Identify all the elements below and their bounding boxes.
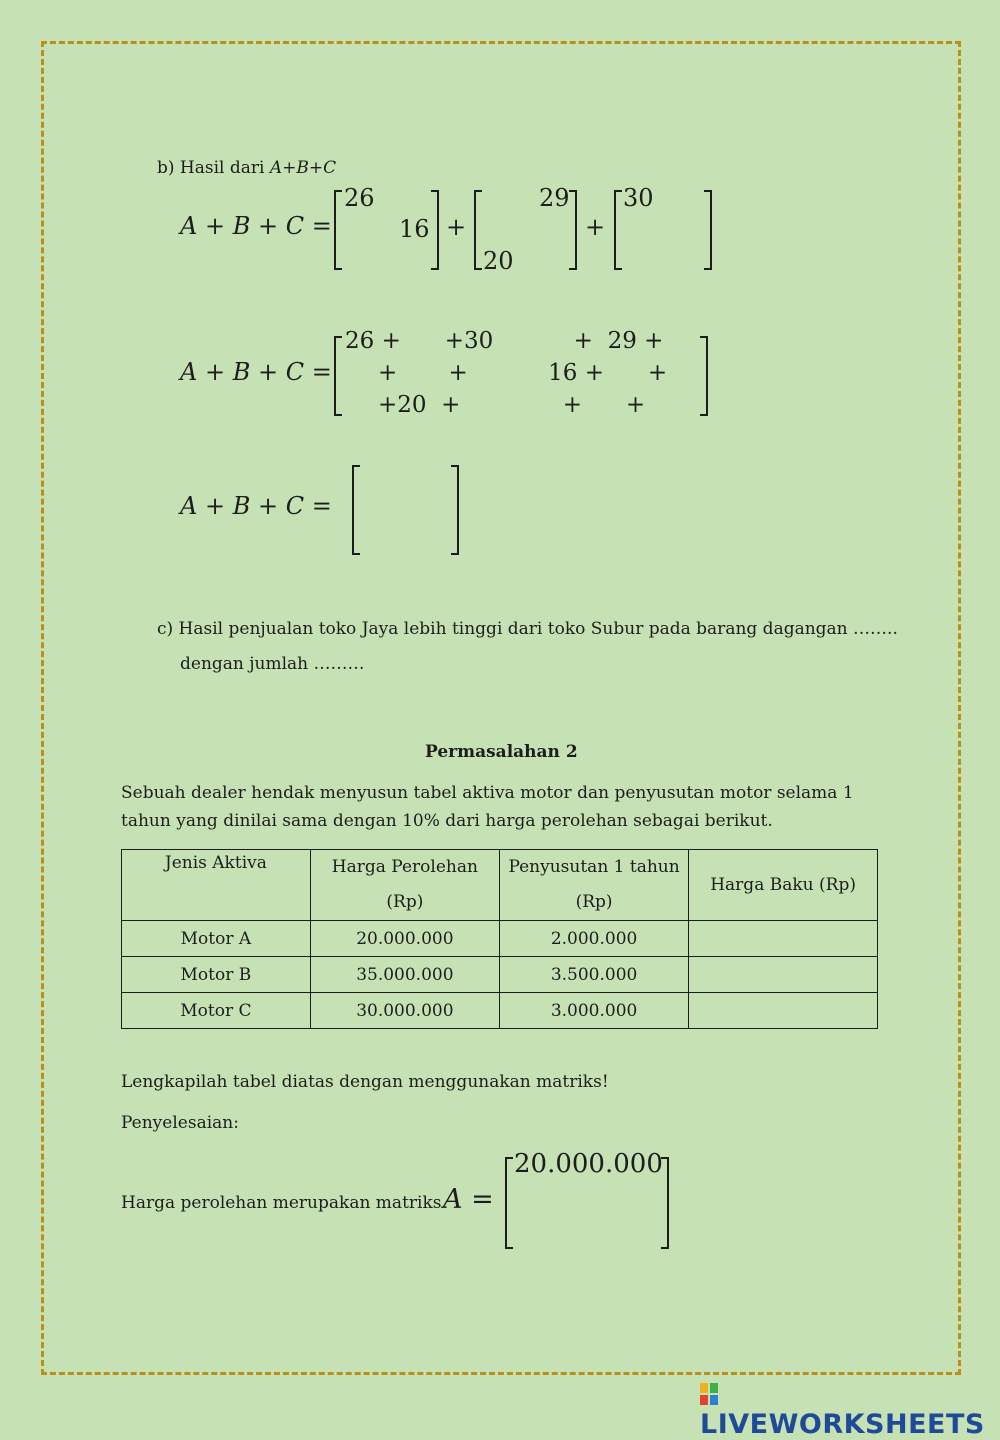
cell-harga-baku-input[interactable] [689, 957, 878, 993]
matrix-a-lhs: A = [443, 1184, 494, 1215]
matrix-a-right-bracket [661, 1157, 669, 1249]
problem2-intro-line1: Sebuah dealer hendak menyusun tabel aktiva motor dan penyusutan motor selama 1 [121, 783, 854, 803]
problem2-intro-line2: tahun yang dinilai sama dengan 10% dari harga perolehan sebagai berikut. [121, 811, 773, 831]
matrix2-right-bracket [569, 190, 577, 270]
instruction-text: Lengkapilah tabel diatas dengan menggunakan matriks! [121, 1072, 609, 1092]
matrix2-left-bracket [474, 190, 482, 270]
cell-harga: 30.000.000 [310, 993, 499, 1029]
sum-matrix-row3: +20 + + + [378, 392, 646, 418]
liveworksheets-logo [700, 1378, 1000, 1440]
part-b-expr: A+B+C [269, 158, 337, 178]
cell-penyusutan: 3.500.000 [499, 957, 688, 993]
table-row [122, 921, 878, 957]
header-jenis-aktiva: Jenis Aktiva [122, 850, 311, 921]
matrix-a-first-entry: 20.000.000 [514, 1149, 663, 1179]
matrix1-entry-b: 16 [399, 215, 430, 243]
matrix1-left-bracket [334, 190, 342, 270]
table-row [122, 957, 878, 993]
matrix2-entry-a: 29 [539, 184, 570, 212]
matrix2-entry-b: 20 [483, 247, 514, 275]
cell-harga: 20.000.000 [310, 921, 499, 957]
matrix1-right-bracket [431, 190, 439, 270]
part-c-line1: c) Hasil penjualan toko Jaya lebih tinggi dari toko Subur pada barang dagangan …….. [157, 619, 898, 639]
sum-matrix-row1: 26 + +30 + 29 + [345, 328, 664, 354]
part-b-text: b) Hasil dari [157, 158, 270, 178]
part-c-line2: dengan jumlah ……… [180, 654, 365, 674]
table-header-row [122, 850, 878, 921]
matrix-intro-text: Harga perolehan merupakan matriks [121, 1193, 442, 1213]
part-b-label [157, 158, 336, 178]
header-harga-baku: Harga Baku (Rp) [689, 850, 878, 921]
plus-2: + [585, 213, 606, 241]
header-harga-perolehan: Harga Perolehan (Rp) [310, 850, 499, 921]
equation2-lhs: A + B + C = [180, 358, 332, 386]
header-penyusutan: Penyusutan 1 tahun (Rp) [499, 850, 688, 921]
liveworksheets-mark-icon [700, 1383, 718, 1405]
solution-label: Penyelesaian: [121, 1113, 239, 1133]
page-border [41, 41, 961, 1375]
plus-1: + [446, 213, 467, 241]
aktiva-table [121, 849, 878, 1029]
cell-jenis: Motor B [122, 957, 311, 993]
equation3-lhs: A + B + C = [180, 492, 332, 520]
cell-harga: 35.000.000 [310, 957, 499, 993]
cell-harga-baku-input[interactable] [689, 921, 878, 957]
matrix3-left-bracket [614, 190, 622, 270]
equation1-lhs: A + B + C = [180, 212, 332, 240]
sum-matrix-left-bracket [334, 336, 342, 416]
cell-jenis: Motor A [122, 921, 311, 957]
matrix3-entry-a: 30 [623, 184, 654, 212]
matrix1-entry-a: 26 [344, 184, 375, 212]
answer-matrix-left-bracket [352, 465, 360, 555]
sum-matrix-row2: + + 16 + + [378, 360, 668, 386]
matrix3-right-bracket [704, 190, 712, 270]
problem2-title: Permasalahan 2 [425, 742, 578, 762]
cell-jenis: Motor C [122, 993, 311, 1029]
logo-text: LIVEWORKSHEETS [700, 1409, 985, 1440]
matrix-a-left-bracket [505, 1157, 513, 1249]
cell-harga-baku-input[interactable] [689, 993, 878, 1029]
cell-penyusutan: 3.000.000 [499, 993, 688, 1029]
answer-matrix-right-bracket [451, 465, 459, 555]
table-row [122, 993, 878, 1029]
cell-penyusutan: 2.000.000 [499, 921, 688, 957]
sum-matrix-right-bracket [700, 336, 708, 416]
